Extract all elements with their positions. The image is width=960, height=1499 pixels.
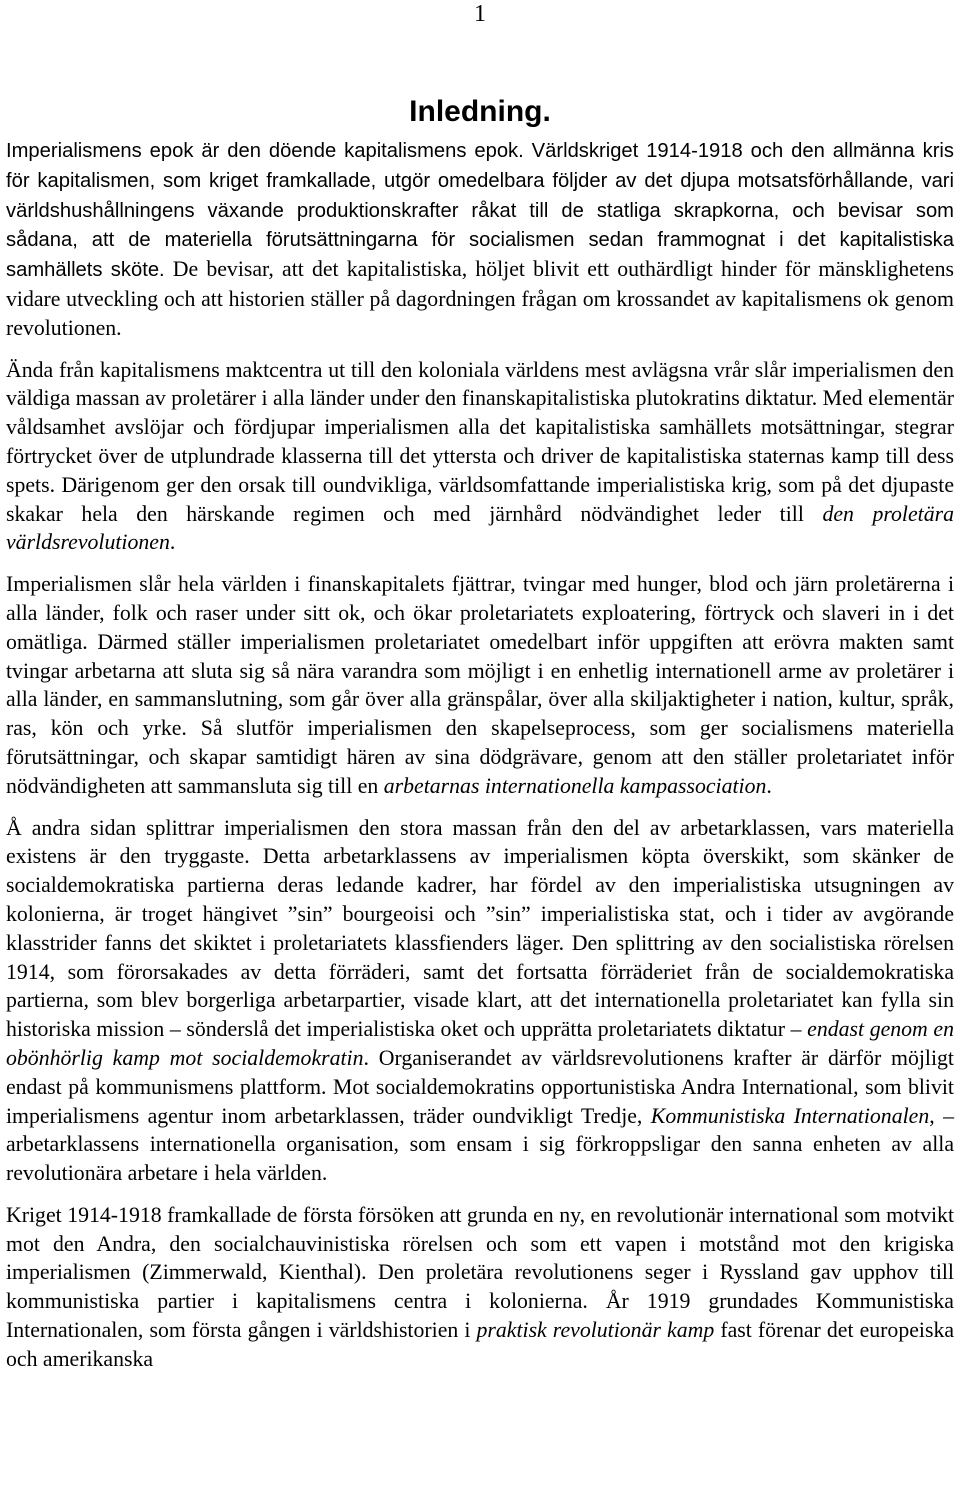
paragraph-5-emphasis: praktisk revolutionär kamp [476, 1318, 715, 1343]
paragraph-2-end: . [169, 530, 176, 555]
paragraph-5-end: fast förenar det europeiska och amerikanska [6, 1318, 955, 1371]
paragraph-2-emphasis: den proletära världsrevolutionen [6, 501, 954, 555]
paragraph-5-text: Kriget 1914-1918 framkallade de första försöken att grunda en ny, en revolutionär international som motvikt mot den Andra, den socialchauvinistiska rörelsen och som ett vapen i motstånd mot den krigiska imperialismen (Zimmerwald, Kienthal). Den proletära revolutionens seger i Ryssland gav upphov till kommunistiska partier i kapitalismens centra i kolonierna. År 1919 grundades Kommunistiska Internationalen, som första gången i världshistorien i [6, 1202, 954, 1343]
page-title: Inledning. [409, 95, 551, 128]
paragraph-4-emphasis-2: Kommunistiska Internationalen [650, 1103, 930, 1128]
paragraph-3-text: Imperialismen slår hela världen i finanskapitalets fjättrar, tvingar med hunger, blod och järn proletärerna i alla länder, folk och raser under sitt ok, och ökar proletariatets exploatering, förtryck och slaveri in i det omätliga. Därmed ställer imperialismen proletariatet omedelbart inför uppgiften att erövra makten samt tvingar arbetarna att sluta sig så nära varandra som möjligt i en enhetlig internationell arme av proletärer i alla länder, en sammanslutning, som går över alla gränspålar, över alla skiljaktigheter i nation, kultur, språk, ras, kön och yrke. Så slutför imperialismen den skapelseprocess, som ger socialismens materiella förutsättningar, och skapar samtidigt hären av sina dödgrävare, genom att den ställer proletariatet inför nödvändigheten att sammansluta sig till en [6, 572, 954, 798]
paragraph-3 [6, 570, 954, 800]
paragraph-1 [6, 136, 954, 343]
paragraph-2 [6, 356, 954, 558]
paragraph-4 [6, 814, 954, 1188]
paragraph-5 [6, 1201, 954, 1374]
page-number: 1 [474, 1, 486, 27]
paragraph-3-emphasis: arbetarnas internationella kampassociation [383, 773, 767, 798]
paragraph-4-text: Å andra sidan splittrar imperialismen den stora massan från den del av arbetarklassen, vars materiella existens är den tryggaste. Detta arbetarklassens av imperialismen köpta överskikt, som skänker de socialdemokratiska partierna deras ledande kadrer, har fördel av den imperialistiska utsugningen av kolonierna, är troget hängivet ”sin” bourgeoisi och ”sin” imperialistiska stat, och i tider av avgörande klasstrider fanns det skiktet i proletariatets klassfienders läger. Den splittring av den socialistiska rörelsen 1914, som förorsakades av detta förräderi, samt det fortsatta förräderiet från de socialdemokratiska partierna, som blev borgerliga arbetarpartier, visade klart, att det internationella proletariatet kan fylla sin historiska mission – sönderslå det imperialistiska oket och upprätta proletariatets diktatur – [6, 815, 954, 1042]
paragraph-4-end: , – arbetarklassens internationella organisation, som ensam i sig förkroppsligar den sanna enheten av alla revolutionära arbetare i hela världen. [6, 1103, 954, 1186]
paragraph-3-end: . [766, 773, 772, 798]
paragraph-2-text: Ända från kapitalismens maktcentra ut till den koloniala världens mest avlägsna vrår slår imperialismen den väldiga massan av proletärer i alla länder under den finanskapitalistiska plutokratins diktatur. Med elementär våldsamhet avslöjar och fördjupar imperialismen alla det kapitalistiska samhällets motsättningar, stegrar förtrycket över de utplundrade klasserna till det yttersta och driver de kapitalistiska staternas kamp till dess spets. Därigenom ger den orsak till oundvikliga, världsomfattande imperialistiska krig, som på det djupaste skakar hela den härskande regimen och med järnhård nödvändighet leder till [6, 357, 954, 526]
paragraph-4-middle: . Organiserandet av världsrevolutionens krafter är därför möjligt endast på kommunismens plattform. Mot socialdemokratins opportunistiska Andra International, som blivit imperialismens agentur inom arbetarklassen, träder oundvikligt Tredje, [6, 1045, 954, 1128]
paragraph-1-sans-text: Imperialismens epok är den döende kapitalismens epok. Världskriget 1914-1918 och den allmänna kris för kapitalismen, som kriget framkallade, utgör omedelbara följder av det djupa motsatsförhållande, vari världshushållningens växande produktionskrafter råkat till de statliga skrapkorna, och bevisar som sådana, att de materiella förutsättningarna för socialismen sedan frammognat i det kapitalistiska samhällets sköte. [6, 140, 954, 282]
paragraph-4-emphasis-1: endast genom en obönhörlig kamp mot socialdemokratin [6, 1017, 954, 1070]
document-body [6, 136, 954, 1387]
paragraph-1-serif-text: De bevisar, att det kapitalistiska, höljet blivit ett outhärdligt hinder för mänsklighetens vidare utveckling och att historien ställer på dagordningen frågan om krossandet av kapitalismens ok genom revolutionen. [6, 257, 954, 340]
